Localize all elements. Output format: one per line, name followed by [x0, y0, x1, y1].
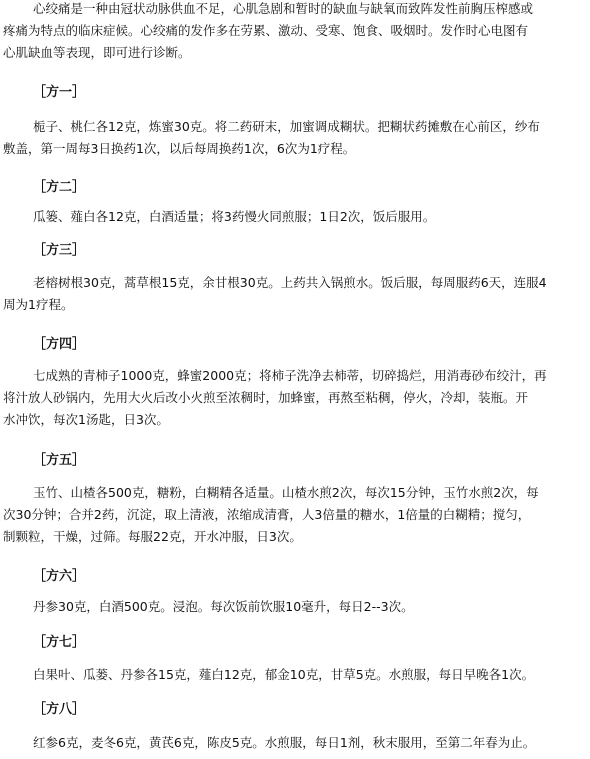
section-line: 周为1疗程。: [3, 297, 74, 312]
section-line: 红参6克，麦冬6克，黄芪6克，陈皮5克。水煎服，每日1剂，秋末服用，至第二年春为止。: [33, 735, 536, 750]
section-line: 玉竹、山楂各500克，糖粉，白糊精各适量。山楂水煎2次，每次15分钟，玉竹水煎2次，每: [33, 485, 539, 500]
section-heading: ［方八］: [33, 702, 86, 717]
section-line: 瓜篓、薤白各12克，白酒适量；将3药慢火同煎服；1日2次，饭后服用。: [33, 209, 436, 224]
section-heading: ［方六］: [33, 569, 86, 584]
section-heading: ［方七］: [33, 635, 86, 650]
section-heading: ［方三］: [33, 243, 86, 258]
section-body: [0, 206, 435, 228]
section-body: [0, 596, 414, 618]
section-body: [0, 272, 547, 316]
section-body: [0, 664, 534, 686]
section-line: 七成熟的青柿子1000克，蜂蜜2000克；将柿子洗净去柿蒂，切碎捣烂，用消毒砂布绞汁，再: [33, 368, 547, 383]
section-line: 栀子、桃仁各12克，炼蜜30克。将二药研末，加蜜调成糊状。把糊状药摊敷在心前区，纱布: [33, 119, 540, 134]
section-line: 丹参30克，白酒500克。浸泡。每次饭前饮服10毫升，每日2--3次。: [33, 599, 414, 614]
section-line: 老榕树根30克，蒿草根15克，余甘根30克。上药共入锅煎水。饭后服，每周服药6天，连服4: [33, 275, 547, 290]
section-body: [0, 116, 540, 160]
section-heading: ［方四］: [33, 337, 86, 352]
intro-line: 心绞痛是一种由冠状动脉供血不足，心肌急剧和暂时的缺血与缺氧而致阵发性前胸压榨感或: [33, 1, 534, 16]
section-heading: ［方二］: [33, 180, 86, 195]
section-body: [0, 482, 539, 548]
section-line: 制颗粒，干燥，过筛。每服22克，开水冲服，日3次。: [3, 529, 302, 544]
section-line: 次30分钟；合并2药，沉淀，取上清液，浓缩成清膏，人3倍量的糖水，1倍量的白糊精；搅匀，: [3, 507, 531, 522]
intro-line: 心肌缺血等表现，即可进行诊断。: [3, 45, 191, 60]
section-line: 将汁放人砂锅内，先用大火后改小火煎至浓稠时，加蜂蜜，再熬至粘稠，停火，冷却，装瓶。开: [3, 390, 529, 405]
section-heading: ［方一］: [33, 85, 86, 100]
intro-paragraph: [0, 0, 533, 64]
section-line: 敷盖，第一周每3日换药1次，以后每周换药1次，6次为1疗程。: [3, 141, 356, 156]
section-heading: ［方五］: [33, 453, 86, 468]
section-line: 水冲饮，每次1汤匙，日3次。: [3, 412, 169, 427]
section-body: [0, 365, 547, 431]
intro-line: 疼痛为特点的临床症候。心绞痛的发作多在劳累、激动、受寒、饱食、吸烟时。发作时心电图有: [3, 23, 529, 38]
section-body: [0, 732, 535, 754]
section-line: 白果叶、瓜蒌、丹参各15克，薤白12克，郁金10克，甘草5克。水煎服，每日早晚各1次。: [33, 667, 535, 682]
